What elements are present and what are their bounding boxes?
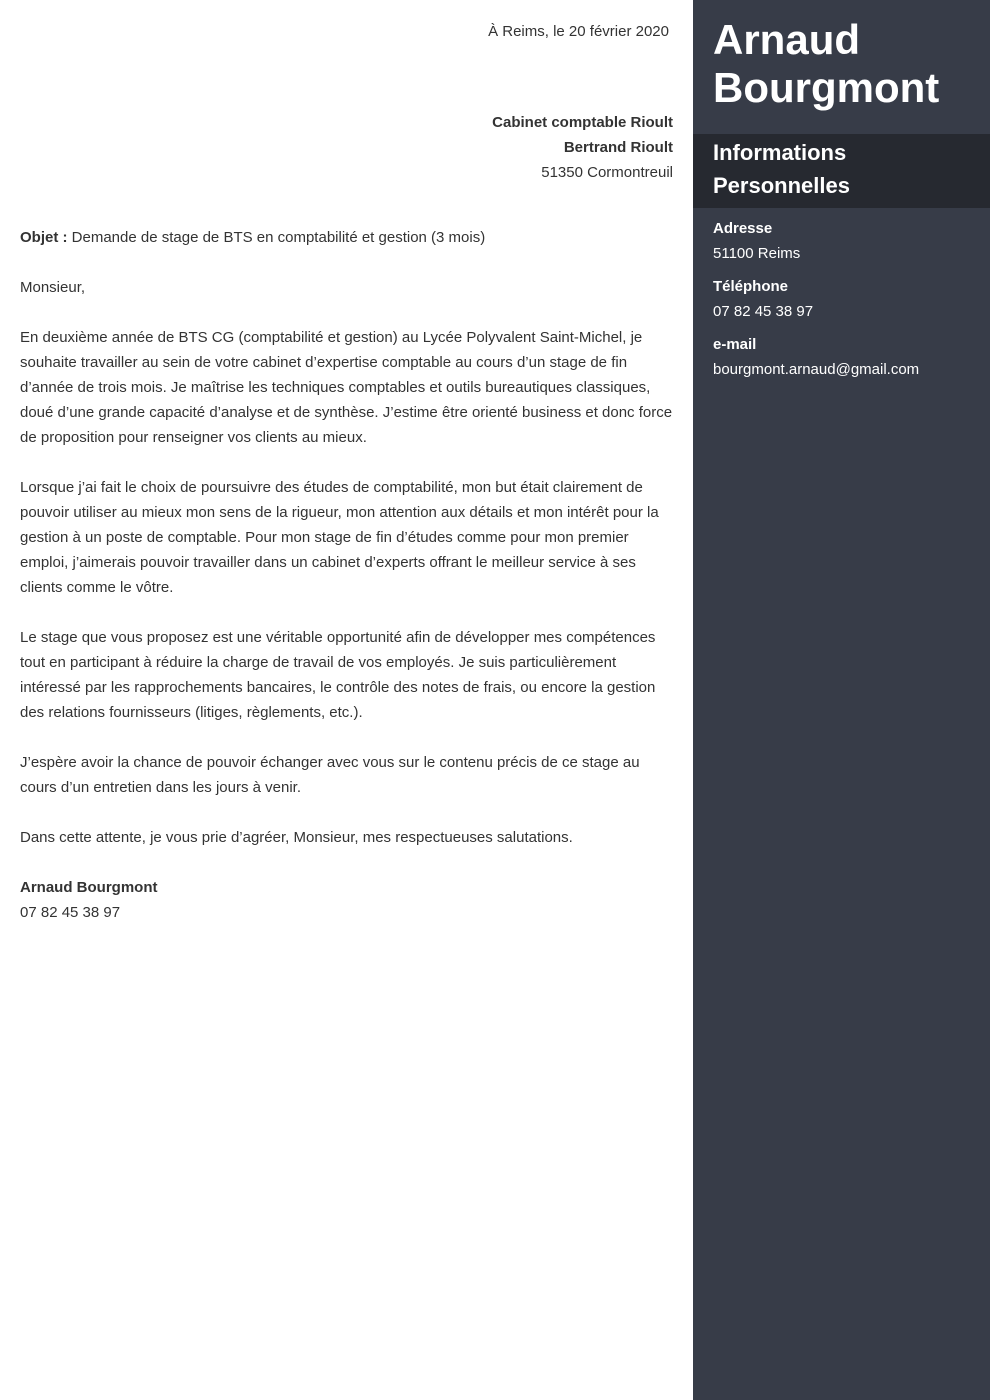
personal-info	[713, 216, 978, 390]
subject-line	[20, 225, 674, 250]
sidebar	[693, 0, 990, 1400]
letter-body	[20, 225, 674, 925]
applicant-name	[693, 0, 990, 112]
signature-block	[20, 875, 674, 925]
paragraph-2: Lorsque j’ai fait le choix de poursuivre des études de comptabilité, mon but était clairement de pouvoir utiliser au mieux mon sens de la rigueur, mon attention aux détails et mon intérêt pour la gestion à un poste de comptable. Pour mon stage de fin d’études comme pour mon premier emploi, j’aimerais pouvoir travailler dans un cabinet d’experts offrant le meilleur service à ses clients comme le vôtre.	[20, 479, 659, 596]
address-label: Adresse	[713, 220, 773, 237]
subject-text: Demande de stage de BTS en comptabilité et gestion (3 mois)	[67, 229, 486, 246]
letter-date: À Reims, le 20 février 2020	[488, 23, 669, 40]
closing-paragraph: Dans cette attente, je vous prie d’agréer, Monsieur, mes respectueuses salutations.	[20, 829, 573, 846]
phone-value: 07 82 45 38 97	[713, 303, 814, 320]
applicant-first-name: Arnaud	[713, 16, 860, 63]
signature-name: Arnaud Bourgmont	[20, 879, 158, 896]
recipient-person: Bertrand Rioult	[563, 139, 673, 156]
recipient-company: Cabinet comptable Rioult	[492, 114, 673, 131]
email-value: bourgmont.arnaud@gmail.com	[713, 361, 920, 378]
section-title-line1: Informations	[713, 140, 847, 165]
section-title-line2: Personnelles	[713, 173, 850, 198]
signature-phone: 07 82 45 38 97	[20, 904, 121, 921]
salutation: Monsieur,	[20, 279, 86, 296]
recipient-address: 51350 Cormontreuil	[541, 164, 673, 181]
email-label: e-mail	[713, 336, 757, 353]
paragraph-4: J’espère avoir la chance de pouvoir échanger avec vous sur le contenu précis de ce stage au cours d’un entretien dans les jours à venir.	[20, 754, 640, 796]
paragraph-1: En deuxième année de BTS CG (comptabilité et gestion) au Lycée Polyvalent Saint-Michel, je souhaite travailler au sein de votre cabinet d’expertise comptable au cours d’un stage de fin d’année de trois mois. Je maîtrise les techniques comptables et outils bureautiques classiques, doué d’une grande capacité d’analyse et de synthèse. J’estime être orienté business et donc force de proposition pour renseigner vos clients au mieux.	[20, 329, 673, 446]
applicant-last-name: Bourgmont	[713, 64, 940, 111]
paragraph-3: Le stage que vous proposez est une véritable opportunité afin de développer mes compétences tout en participant à réduire la charge de travail de vos employés. Je suis particulièrement intéressé par les rapprochements bancaires, le contrôle des notes de frais, ou encore la gestion des relations fournisseurs (litiges, règlements, etc.).	[20, 629, 656, 721]
personal-info-header	[693, 134, 990, 208]
address-value: 51100 Reims	[713, 245, 801, 262]
subject-label: Objet :	[20, 229, 68, 246]
recipient-block	[492, 110, 673, 185]
phone-label: Téléphone	[713, 278, 789, 295]
